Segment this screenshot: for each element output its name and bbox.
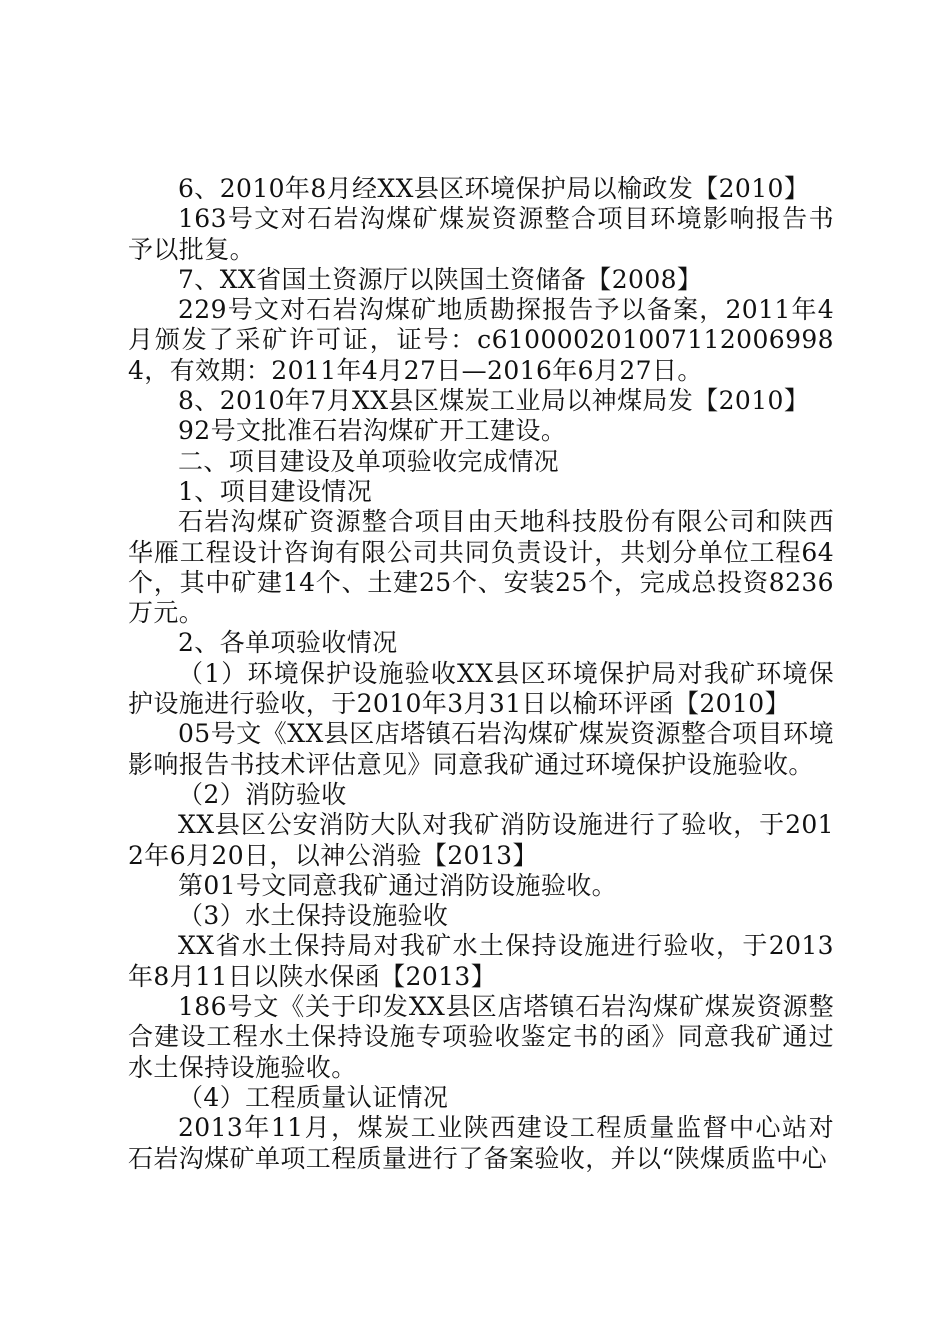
- subsection-heading: 2、各单项验收情况: [178, 628, 398, 658]
- paragraph: 229号文对石岩沟煤矿地质勘探报告予以备案，2011年4月颁发了采矿许可证，证号：c6100002010071120069984，有效期：2011年4月27日—2016年6月27日。: [128, 295, 834, 385]
- paragraph: 7、XX省国土资源厅以陕国土资储备【2008】: [178, 264, 703, 294]
- paragraph: 163号文对石岩沟煤矿煤炭资源整合项目环境影响报告书予以批复。: [128, 204, 834, 264]
- paragraph: 92号文批准石岩沟煤矿开工建设。: [178, 416, 567, 446]
- paragraph: 186号文《关于印发XX县区店塔镇石岩沟煤矿煤炭资源整合建设工程水土保持设施专项验收鉴定书的函》同意我矿通过水土保持设施验收。: [128, 992, 834, 1082]
- paragraph: 石岩沟煤矿资源整合项目由天地科技股份有限公司和陕西华雁工程设计咨询有限公司共同负责设计，共划分单位工程64个，其中矿建14个、土建25个、安装25个，完成总投资8236万元。: [128, 507, 834, 628]
- paragraph: 8、2010年7月XX县区煤炭工业局以神煤局发【2010】: [178, 386, 810, 416]
- paragraph: 05号文《XX县区店塔镇石岩沟煤矿煤炭资源整合项目环境影响报告书技术评估意见》同意我矿通过环境保护设施验收。: [128, 719, 834, 779]
- item-heading: （2）消防验收: [178, 779, 347, 809]
- subsection-heading: 1、项目建设情况: [178, 476, 373, 506]
- document-body: [128, 174, 834, 1174]
- paragraph: 2013年11月，煤炭工业陕西建设工程质量监督中心站对石岩沟煤矿单项工程质量进行了备案验收，并以“陕煤质监中心: [128, 1113, 834, 1173]
- paragraph: （1）环境保护设施验收XX县区环境保护局对我矿环境保护设施进行验收，于2010年3月31日以榆环评函【2010】: [128, 658, 834, 719]
- section-heading: 二、项目建设及单项验收完成情况: [178, 446, 560, 476]
- paragraph: XX县区公安消防大队对我矿消防设施进行了验收，于2012年6月20日，以神公消验【2013】: [128, 810, 834, 870]
- paragraph: 6、2010年8月经XX县区环境保护局以榆政发【2010】: [178, 174, 810, 203]
- paragraph: 第01号文同意我矿通过消防设施验收。: [178, 870, 618, 900]
- item-heading: （4）工程质量认证情况: [178, 1082, 449, 1112]
- paragraph: XX省水土保持局对我矿水土保持设施进行验收，于2013年8月11日以陕水保函【2013】: [128, 931, 834, 991]
- item-heading: （3）水土保持设施验收: [178, 901, 449, 931]
